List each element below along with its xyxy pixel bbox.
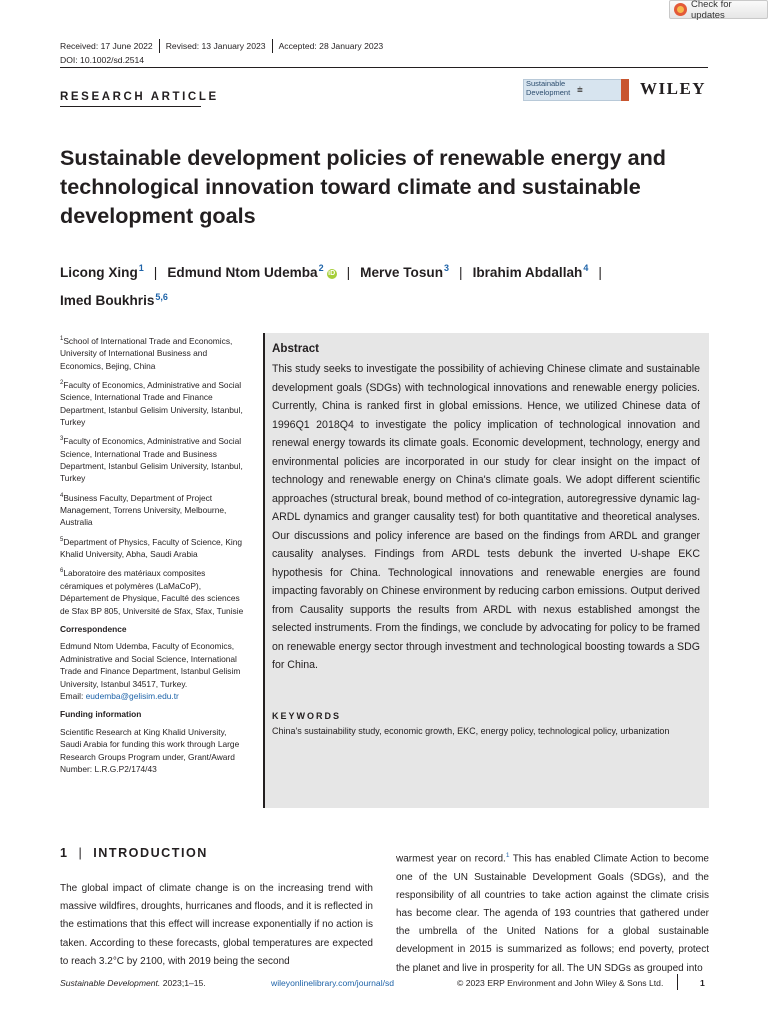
doi: DOI: 10.1002/sd.2514 [60,55,145,65]
abstract-heading: Abstract [272,342,320,355]
footer-citation: Sustainable Development. 2023;1–15. [60,978,206,988]
journal-logo-line1: Sustainable [526,79,566,88]
author[interactable]: Edmund Ntom Udemba$^2$iD [167,263,336,280]
journal-logo-stripe [621,79,629,101]
email-link[interactable]: eudemba@gelisim.edu.tr [85,690,179,701]
affiliation: $^4$Business Faculty, Department of Project Management, Torrens University, Melbourne, Australia [60,492,227,528]
body-text-left: The global impact of climate change is on the increasing trend with massive wildfires, droughts, hurricanes and floods, and it is reflected in the estimations that this effect will increase exponentially if no action is taken. According to these forecasts, global temperatures are expected to reach 3.2°C by 2100, with 2019 being the second [60,883,373,967]
author-separator: | [346,264,351,280]
author-separator: | [459,264,463,280]
affiliation: $^2$Faculty of Economics, Administrative and Social Science, International Trade and Finance Department, Istanbul Gelisim University, Istanbul, Turkey [60,379,243,428]
date-divider [159,39,160,53]
section-number: 1 [60,846,69,860]
received-date: Received: 17 June 2022 [60,41,153,51]
reference-link[interactable]: 1 [505,852,510,859]
author[interactable]: Licong Xing$^1$ [60,263,144,280]
accepted-date: Accepted: 28 January 2023 [278,41,384,51]
keywords-heading: KEYWORDS [272,711,342,721]
affiliation: $^3$Faculty of Economics, Administrative and Social Science, International Trade and Business Department, Istanbul Gelisim University, Istanbul, Turkey [60,436,243,484]
journal-logo-text [526,80,570,97]
orcid-icon[interactable]: iD [328,269,336,277]
crossmark-icon [674,3,687,16]
article-title: Sustainable development policies of renewable energy and technological innovation toward climate and sustainable development goals [60,145,666,228]
affiliations-column [60,333,250,780]
section-separator: | [78,846,84,860]
journal-logo-line2: Development [526,87,571,97]
abstract-text: This study seeks to investigate the possibility of achieving Chinese climate and sustainable development goals (SDGs) with technological innovations and renewable energy policies. Currently, China is ranked first in global emissions. Hence, we utilized Chinese data of 1996Q1 2018Q4 to investigate the policy implication of technological innovation and renewal energy towards its climate goals. Economic development, technology, energy and environmental policies are incorporated in our study for clear insight on the impact of technology and renewable energy on China's climate goals. We adopt different scientific approaches (structural break, bound method of co-integration, autoregressive dynamic lag-ARDL dynamics and granger causality test) for both quantitative and theoretical analyses. Our discussions and policy inference are based on the findings from ARDL and granger causality analyses. Findings from ARDL tests debunk the inverted U-shape EKC hypothesis for China. Technological innovations and renewable energies are found impacting favorably on Chinese environment by reducing carbon emissions. Output derived from Causality supports the results from ARDL with nexus established amongst the selected instruments. From the findings, we conclude by advocating for policy to be framed on renewable energy sector through investment and technological boosting towards a SDG for China. [272,363,700,671]
affiliation: $^1$School of International Trade and Economics, University of International Business and Economics, Bejing, China [60,335,233,371]
section-heading [60,846,208,860]
bird-icon: ⩧ [577,85,583,96]
footer-copyright: © 2023 ERP Environment and John Wiley & Sons Ltd. [457,978,664,988]
abstract-rule [263,333,265,808]
article-type: RESEARCH ARTICLE [60,91,219,103]
author[interactable]: Imed Boukhris$^{5,6}$ [60,291,168,309]
funding-text: Scientific Research at King Khalid University, Saudi Arabia for funding this work through Large Research Groups Program under, Grant/Award Number: L.R.G.P2/174/43 [60,726,240,774]
body-text-right: warmest year on record.$^1$ This has enabled Climate Action to become one of the UN Sustainable Development Goals (SDGs), and the responsibility of all countries to take action against the climate crisis has become clear. The agenda of 193 countries that gathered under the umbrella of the United Nations for a global sustainable development in 2015 is summarized as follows; end poverty, protect the planet and live in prosperity for all. The UN SDGs as grouped into [396,852,709,974]
check-for-updates-button[interactable] [669,0,768,19]
affiliation: $^6$Laboratoire des matériaux composites céramiques et polymères (LaMaCoP), Département de Physique, Faculté des sciences de Sfax BP 805, Université de Sfax, Sfax, Tunisie [60,568,244,616]
footer-divider [677,974,678,990]
affiliation: $^5$Department of Physics, Faculty of Science, King Khalid University, Abha, Saudi Arabia [60,536,243,560]
revised-date: Revised: 13 January 2023 [165,41,266,51]
keywords-text: China's sustainability study, economic growth, EKC, energy policy, technological policy, urbanization [272,726,670,736]
check-for-updates-label: Check for updates [691,0,732,21]
author[interactable]: Ibrahim Abdallah$^4$ [472,263,589,280]
article-dates [60,39,383,53]
correspondence-text: Edmund Ntom Udemba, Faculty of Economics, Administrative and Social Science, International Trade and Finance Department, Istanbul Gelisim University, Istanbul 34517, Turkey. Email: eudemba@gelisim.edu.tr [60,641,241,701]
funding-heading: Funding information [60,709,142,720]
author-separator: | [598,264,602,280]
date-divider [272,39,273,53]
header-rule [60,67,708,68]
page-number: 1 [700,978,705,988]
section-title: INTRODUCTION [93,846,208,860]
author[interactable]: Merve Tosun$^3$ [360,263,450,280]
author-list [60,256,710,313]
article-type-underline [60,106,201,107]
publisher-logo: WILEY [640,79,707,98]
author-separator: | [153,264,158,280]
footer-url[interactable]: wileyonlinelibrary.com/journal/sd [271,978,395,988]
correspondence-heading: Correspondence [60,623,127,634]
